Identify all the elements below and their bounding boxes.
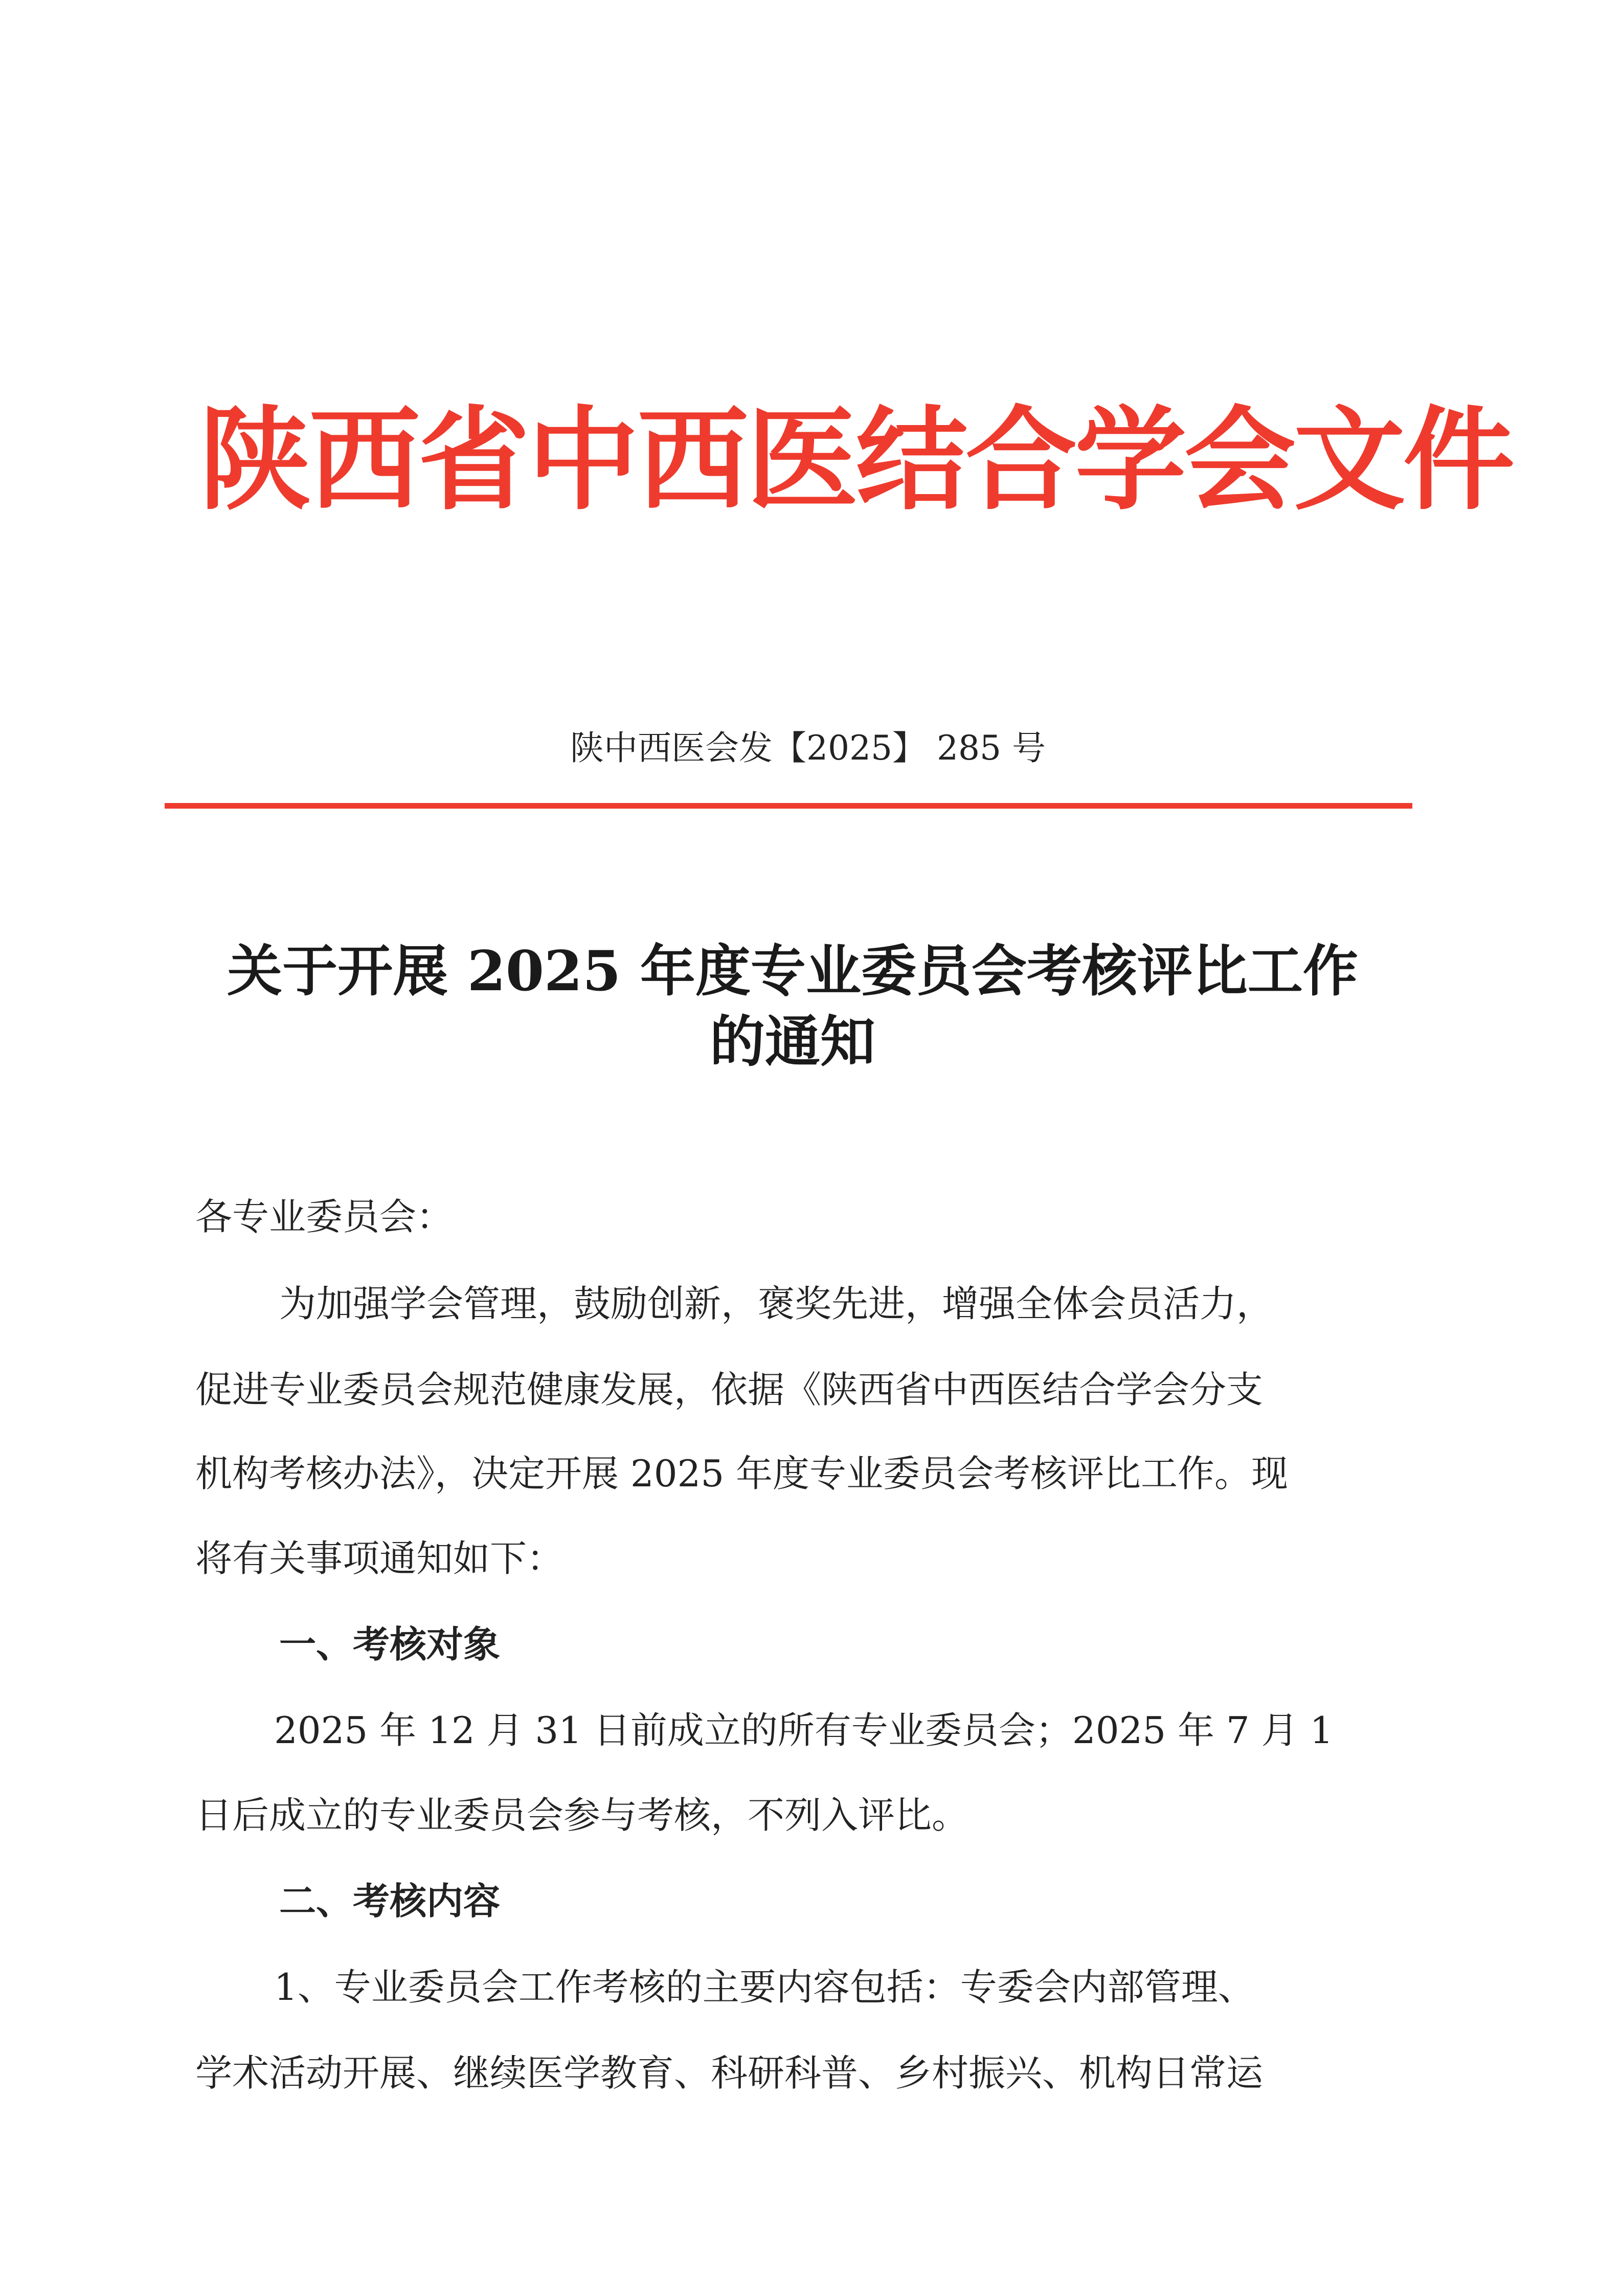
section-2-heading: 二、考核内容 <box>279 1879 501 1923</box>
masthead-title: 陕西省中西医结合学会文件 <box>199 394 1513 525</box>
intro-line-3: 机构考核办法》，决定开展 2025 年度专业委员会考核评比工作。现 <box>195 1452 1289 1495</box>
intro-line-4: 将有关事项通知如下： <box>195 1537 564 1580</box>
intro-line-1: 为加强学会管理，鼓励创新，褒奖先进，增强全体会员活力， <box>279 1282 1274 1325</box>
document-number: 陕中西医会发【2025】 285 号 <box>570 728 1046 768</box>
section-2-line-2: 学术活动开展、继续医学教育、科研科普、乡村振兴、机构日常运 <box>195 2052 1264 2094</box>
notice-title-line-2: 的通知 <box>709 1010 875 1074</box>
notice-title-line-1: 关于开展 2025 年度专业委员会考核评比工作 <box>227 939 1358 1004</box>
section-1-heading: 一、考核对象 <box>279 1622 501 1666</box>
section-2-line-1: 1、专业委员会工作考核的主要内容包括：专委会内部管理、 <box>274 1966 1255 2009</box>
section-1-line-2: 日后成立的专业委员会参与考核，不列入评比。 <box>195 1794 969 1837</box>
section-1-line-1: 2025 年 12 月 31 日前成立的所有专业委员会；2025 年 7 月 1 <box>274 1709 1334 1752</box>
red-divider-line <box>165 803 1412 809</box>
salutation: 各专业委员会： <box>195 1195 454 1238</box>
intro-line-2: 促进专业委员会规范健康发展，依据《陕西省中西医结合学会分支 <box>195 1368 1264 1411</box>
notice-title <box>174 936 1411 1077</box>
